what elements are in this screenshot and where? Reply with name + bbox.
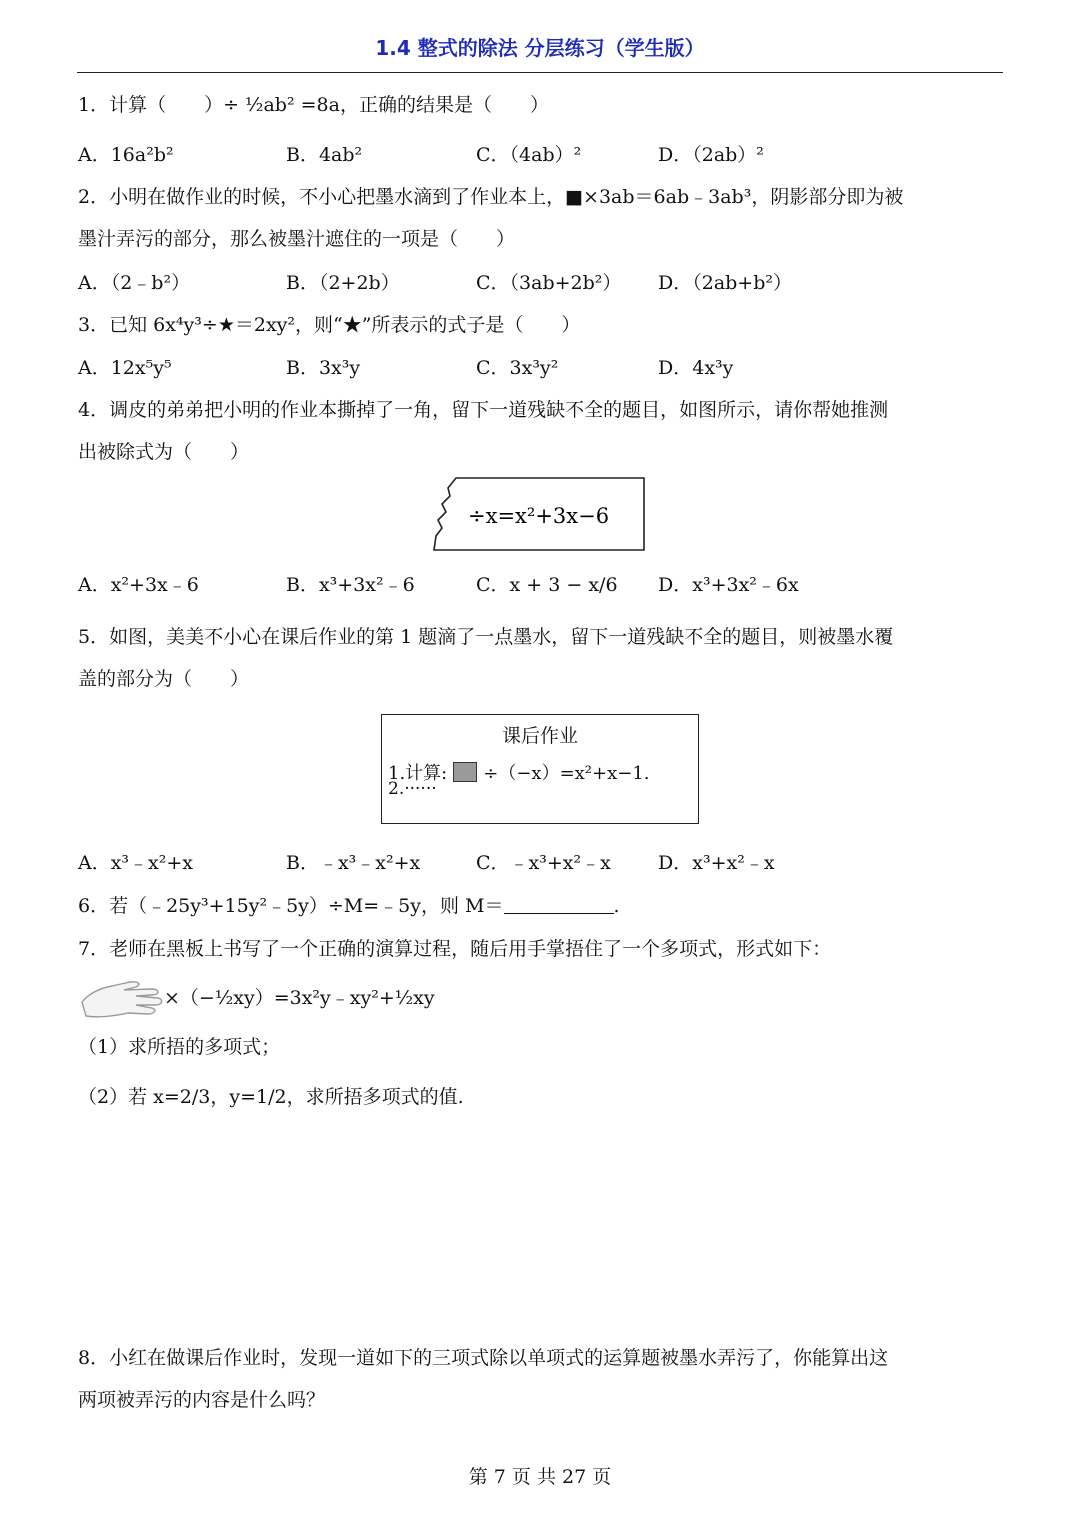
q6-stem: 6．若（﹣25y³+15y²﹣5y）÷M=﹣5y，则 M＝ — [78, 895, 504, 917]
q6-line — [78, 893, 620, 919]
q1-option-a: A．16a²b² — [78, 144, 174, 166]
q6-answer-blank — [504, 895, 614, 914]
q7-sub1: （1）求所捂的多项式； — [78, 1036, 281, 1058]
homework-card-line1-prefix: 1.计算: — [388, 763, 448, 784]
q3-option-b: B．3x³y — [286, 357, 361, 379]
q6-end: . — [613, 895, 620, 917]
q3-option-d: D．4x³y — [658, 357, 734, 379]
q4-option-c: C．x + 3 − x/6 — [476, 574, 618, 596]
q5-option-c: C．﹣x³+x²﹣x — [476, 852, 611, 874]
q7-stem: 7．老师在黑板上书写了一个正确的演算过程，随后用手掌捂住了一个多项式，形式如下： — [78, 938, 832, 960]
page-number: 第 7 页 共 27 页 — [468, 1466, 612, 1488]
ink-blot-icon — [453, 762, 477, 782]
q5-option-b: B．﹣x³﹣x²+x — [286, 852, 421, 874]
q5-option-d: D．x³+x²﹣x — [658, 852, 775, 874]
q1-option-c: C．（4ab）² — [476, 144, 582, 166]
q4-option-a: A．x²+3x﹣6 — [78, 574, 199, 596]
torn-paper-text: ÷x=x²+3x−6 — [468, 504, 610, 528]
q1-stem: 1．计算（ ）÷ ½ab² =8a，正确的结果是（ ） — [78, 94, 549, 116]
q1-option-d: D．（2ab）² — [658, 144, 764, 166]
q4-stem-line1: 4．调皮的弟弟把小明的作业本撕掉了一角，留下一道残缺不全的题目，如图所示，请你帮她推测 — [78, 399, 889, 421]
q4-option-b: B．x³+3x²﹣6 — [286, 574, 415, 596]
homework-card-figure — [381, 714, 699, 824]
hand-icon — [78, 972, 166, 1024]
q3-option-c: C．3x³y² — [476, 357, 559, 379]
q7-formula: ×（−½xy）=3x²y﹣xy²+½xy — [164, 987, 435, 1009]
q3-stem: 3．已知 6x⁴y³÷★＝2xy²，则“★”所表示的式子是（ ） — [78, 314, 581, 336]
q5-stem-line1: 5．如图，美美不小心在课后作业的第 1 题滴了一点墨水，留下一道残缺不全的题目，则被墨水覆 — [78, 626, 894, 648]
q2-option-b: B．（2+2b） — [286, 272, 400, 294]
q4-stem-line2: 出被除式为（ ） — [78, 441, 250, 463]
page-title: 1.4 整式的除法 分层练习（学生版） — [375, 36, 705, 60]
q2-option-a: A．（2﹣b²） — [78, 272, 191, 294]
q2-option-c: C．（3ab+2b²） — [476, 272, 622, 294]
q5-stem-line2: 盖的部分为（ ） — [78, 668, 250, 690]
homework-card-title: 课后作业 — [501, 725, 578, 747]
q5-option-a: A．x³﹣x²+x — [78, 852, 194, 874]
q8-stem-line2: 两项被弄污的内容是什么吗？ — [78, 1389, 326, 1411]
torn-paper-figure — [430, 476, 648, 554]
q1-option-b: B．4ab² — [286, 144, 363, 166]
homework-card-line1-rest: ÷（−x）=x²+x−1. — [483, 763, 650, 784]
q3-option-a: A．12x⁵y⁵ — [78, 357, 172, 379]
homework-card-line2: 2.······ — [388, 779, 437, 799]
q2-stem-line2: 墨汁弄污的部分，那么被墨汁遮住的一项是（ ） — [78, 228, 516, 250]
q8-stem-line1: 8．小红在做课后作业时，发现一道如下的三项式除以单项式的运算题被墨水弄污了，你能算出这 — [78, 1347, 889, 1369]
q2-stem-line1: 2．小明在做作业的时候，不小心把墨水滴到了作业本上，■×3ab＝6ab﹣3ab³，阴影部分即为被 — [78, 186, 904, 208]
q7-sub2: （2）若 x=2/3，y=1/2，求所捂多项式的值. — [78, 1086, 464, 1108]
header-divider — [77, 72, 1003, 73]
q2-option-d: D．（2ab+b²） — [658, 272, 793, 294]
q4-option-d: D．x³+3x²﹣6x — [658, 574, 799, 596]
